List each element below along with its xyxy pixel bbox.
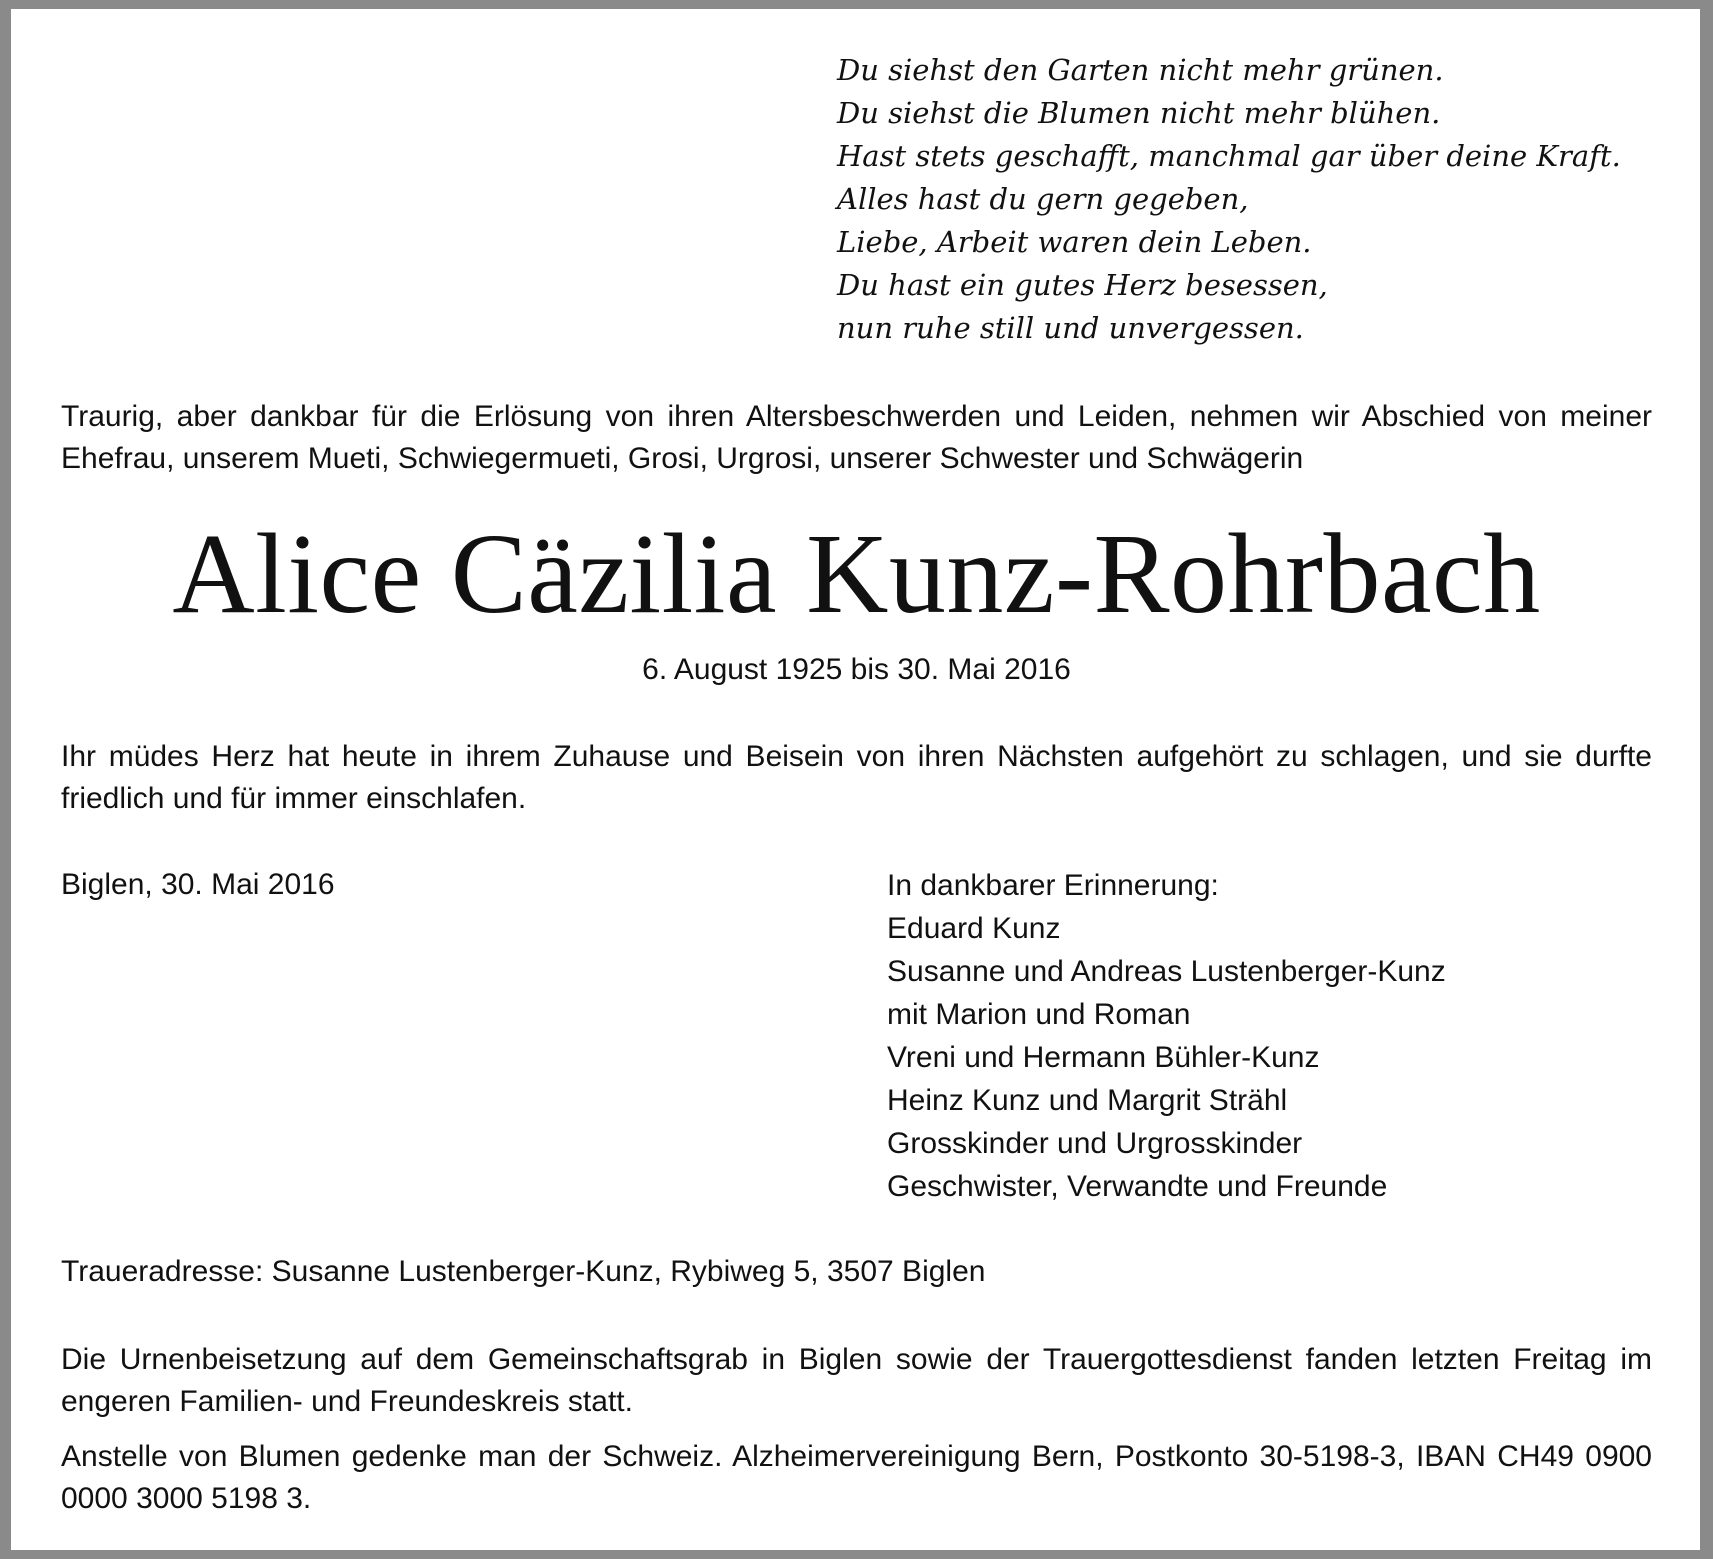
intro-paragraph: Traurig, aber dankbar für die Erlösung von ihren Altersbeschwerden und Leiden, nehmen wir Abschied von meiner Ehefrau, unserem Mueti, Schwiegermueti, Grosi, Urgrosi, unserer Schwester und Schwägerin bbox=[61, 400, 1652, 475]
mourning-address: Traueradresse: Susanne Lustenberger-Kunz, Rybiweg 5, 3507 Biglen bbox=[61, 1255, 986, 1288]
poem-line: Du siehst die Blumen nicht mehr blühen. bbox=[837, 96, 1441, 130]
obituary-page bbox=[11, 9, 1700, 1550]
poem-line: Liebe, Arbeit waren dein Leben. bbox=[837, 225, 1312, 259]
donation-paragraph: Anstelle von Blumen gedenke man der Schweiz. Alzheimervereinigung Bern, Postkonto 30-5198-3, IBAN CH49 0900 0000 3000 5198 3. bbox=[61, 1440, 1652, 1515]
mourners-list bbox=[887, 864, 1446, 1208]
poem-line: Du hast ein gutes Herz besessen, bbox=[837, 268, 1328, 302]
deceased-name: Alice Cäzilia Kunz-Rohrbach bbox=[172, 510, 1541, 637]
poem-line: Alles hast du gern gegeben, bbox=[837, 182, 1249, 216]
place-date: Biglen, 30. Mai 2016 bbox=[61, 868, 335, 901]
poem-line: Hast stets geschafft, manchmal gar über deine Kraft. bbox=[837, 139, 1621, 173]
ceremony-paragraph: Die Urnenbeisetzung auf dem Gemeinschaftsgrab in Biglen sowie der Trauergottesdienst fanden letzten Freitag im engeren Familien- und Freundeskreis statt. bbox=[61, 1343, 1652, 1418]
poem-line: nun ruhe still und unvergessen. bbox=[837, 311, 1304, 345]
poem bbox=[837, 49, 1637, 350]
mourner-name: mit Marion und Roman bbox=[887, 998, 1191, 1031]
mourner-name: Geschwister, Verwandte und Freunde bbox=[887, 1170, 1388, 1203]
heart-paragraph: Ihr müdes Herz hat heute in ihrem Zuhause und Beisein von ihren Nächsten aufgehört zu schlagen, und sie durfte friedlich und für immer einschlafen. bbox=[61, 740, 1652, 815]
mourner-name: Susanne und Andreas Lustenberger-Kunz bbox=[887, 955, 1446, 988]
mourner-name: Vreni und Hermann Bühler-Kunz bbox=[887, 1041, 1320, 1074]
mourner-name: Grosskinder und Urgrosskinder bbox=[887, 1127, 1303, 1160]
mourners-heading: In dankbarer Erinnerung: bbox=[887, 869, 1219, 902]
poem-line: Du siehst den Garten nicht mehr grünen. bbox=[837, 53, 1444, 87]
life-dates: 6. August 1925 bis 30. Mai 2016 bbox=[642, 653, 1071, 686]
mourner-name: Eduard Kunz bbox=[887, 912, 1061, 945]
mourner-name: Heinz Kunz und Margrit Strähl bbox=[887, 1084, 1288, 1117]
